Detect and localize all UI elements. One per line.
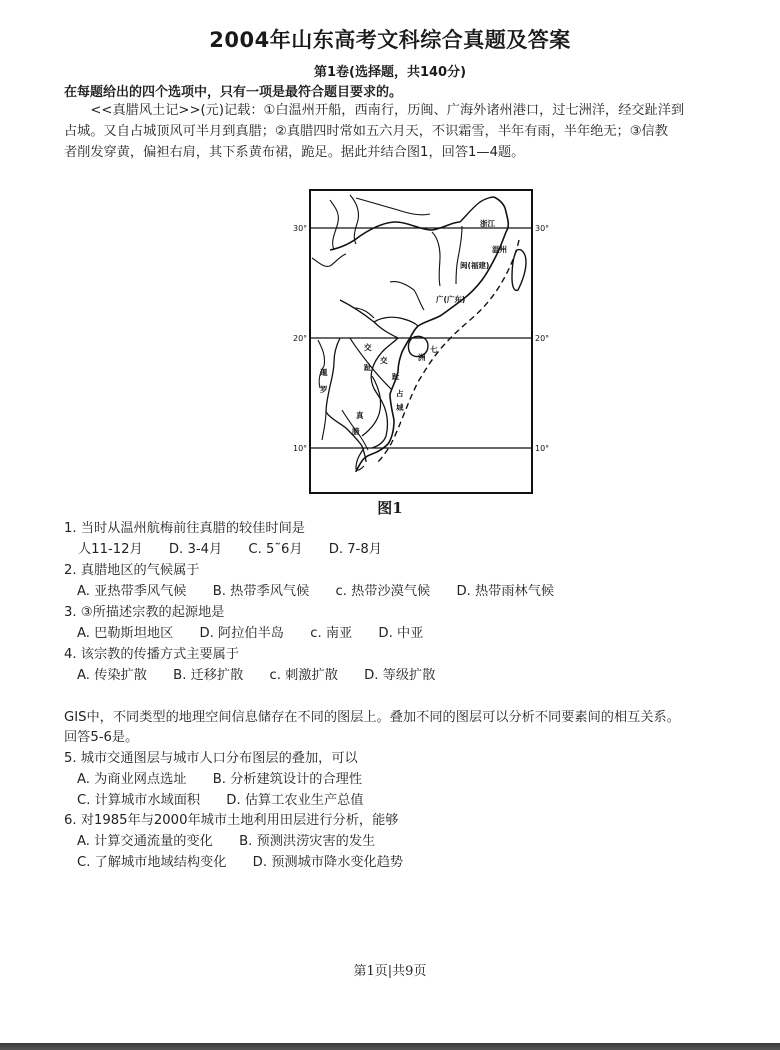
passage-2-line: 回答5-6是。 bbox=[64, 730, 139, 745]
question-6-option-d: D. 预测城市降水变化趋势 bbox=[252, 855, 404, 870]
label-xianluo-2: 罗 bbox=[320, 385, 328, 394]
lat-label-right-20: 20° bbox=[535, 334, 550, 343]
label-zhancheng-2: 城 bbox=[396, 403, 404, 412]
question-4-option-c: c. 刺激扩散 bbox=[269, 668, 338, 683]
question-4-option-a: A. 传染扩散 bbox=[77, 668, 147, 683]
passage-1-line: <<真腊风土记>>(元)记载：①白温州开船，西南行，历闽、广海外诸州港口，过七洲洋，经交趾洋到 bbox=[64, 103, 685, 118]
passage-1 bbox=[64, 100, 724, 163]
label-zhejiang: 浙江 bbox=[480, 219, 495, 228]
question-3-stem: 3. ③所描述宗教的起源地是 bbox=[64, 605, 225, 620]
question-2-stem: 2. 真腊地区的气候属于 bbox=[64, 563, 200, 578]
section-subtitle: 第1卷(选择题，共140分) bbox=[313, 65, 467, 80]
lat-label-right-10: 10° bbox=[535, 444, 550, 453]
figure-caption: 图1 bbox=[377, 499, 403, 517]
question-4-options bbox=[77, 664, 457, 683]
map-svg bbox=[285, 185, 555, 505]
question-6-stem: 6. 对1985年与2000年城市土地利用田层进行分析，能够 bbox=[64, 813, 399, 828]
label-zhenla-1: 真 bbox=[356, 411, 364, 420]
question-2-option-d: D. 热带雨林气候 bbox=[456, 584, 555, 599]
question-1-option-a: 人11-12月 bbox=[78, 542, 143, 557]
question-3-option-c: c. 南亚 bbox=[310, 626, 353, 641]
question-5-options-row-1 bbox=[77, 768, 384, 787]
lat-label-left-10: 10° bbox=[293, 444, 308, 453]
passage-2-line: GIS中，不同类型的地理空间信息储存在不同的图层上。叠加不同的图层可以分析不同要素间的相互关系。 bbox=[64, 710, 680, 725]
question-5-option-b: B. 分析建筑设计的合理性 bbox=[212, 772, 363, 787]
question-4-option-d: D. 等级扩散 bbox=[364, 668, 436, 683]
passage-1-line: 者削发穿黄，偏袒右肩，其下系黄布裙，跪足。据此并结合图1，回答1—4题。 bbox=[64, 145, 525, 160]
question-6-options-row-2 bbox=[77, 851, 425, 870]
label-jiaozhiyang-1: 交 bbox=[380, 356, 388, 365]
instruction-text: 在每题给出的四个选项中，只有一项是最符合题目要求的。 bbox=[64, 85, 403, 100]
label-qizhou-1: 七 bbox=[430, 345, 438, 354]
question-5-stem: 5. 城市交通图层与城市人口分布图层的叠加，可以 bbox=[64, 751, 358, 766]
label-jiaozhi-2: 趾 bbox=[364, 363, 372, 372]
question-6-options-row-1 bbox=[77, 830, 397, 849]
question-3-option-a: A. 巴勒斯坦地区 bbox=[77, 626, 174, 641]
question-1-option-d: D. 7-8月 bbox=[328, 542, 382, 557]
question-1-options bbox=[78, 538, 404, 557]
label-wenzhou: 温州 bbox=[492, 245, 507, 254]
page-indicator: 第1页|共9页 bbox=[353, 964, 427, 979]
figure-1-map bbox=[285, 185, 555, 525]
question-4-stem: 4. 该宗教的传播方式主要属于 bbox=[64, 647, 240, 662]
question-4-option-b: B. 迁移扩散 bbox=[173, 668, 244, 683]
question-3-option-b: D. 阿拉伯半岛 bbox=[199, 626, 284, 641]
label-zhenla-2: 腊 bbox=[352, 427, 360, 436]
passage-1-line: 占城。又自占城顶风可半月到真腊；②真腊四时常如五六月天，不识霜雪，半年有雨，半年绝无；③信教 bbox=[64, 124, 668, 139]
question-3-options bbox=[77, 622, 445, 641]
question-3-option-d: D. 中亚 bbox=[378, 626, 424, 641]
label-zhancheng-1: 占 bbox=[396, 389, 404, 398]
question-5-options-row-2 bbox=[77, 789, 386, 808]
question-6-option-c: C. 了解城市地域结构变化 bbox=[77, 855, 227, 870]
question-5-option-c: C. 计算城市水域面积 bbox=[77, 793, 201, 808]
question-1-option-c: C. 5˜6月 bbox=[248, 542, 303, 557]
question-2-option-c: c. 热带沙漠气候 bbox=[335, 584, 431, 599]
label-xianluo-1: 暹 bbox=[320, 368, 328, 377]
label-guang-guangdong: 广(广东) bbox=[436, 295, 466, 304]
question-2-options bbox=[77, 580, 576, 599]
question-5-option-a: A. 为商业网点选址 bbox=[77, 772, 187, 787]
viewer-bottom-bar bbox=[0, 1043, 780, 1050]
question-6-option-a: A. 计算交通流量的变化 bbox=[77, 834, 213, 849]
question-1-stem: 1. 当时从温州航梅前往真腊的较佳时间是 bbox=[64, 521, 305, 536]
question-1-option-b: D. 3-4月 bbox=[168, 542, 223, 557]
document-title: 2004年山东高考文科综合真题及答案 bbox=[209, 28, 571, 52]
lat-label-right-30: 30° bbox=[535, 224, 550, 233]
label-jiaozhiyang-2: 趾 bbox=[392, 372, 400, 381]
label-jiaozhi-1: 交 bbox=[364, 343, 372, 352]
question-5-option-d: D. 估算工农业生产总值 bbox=[226, 793, 364, 808]
label-qizhou-2: 洲 bbox=[418, 353, 426, 362]
question-2-option-b: B. 热带季风气候 bbox=[212, 584, 310, 599]
lat-label-left-30: 30° bbox=[293, 224, 308, 233]
lat-label-left-20: 20° bbox=[293, 334, 308, 343]
question-6-option-b: B. 预测洪涝灾害的发生 bbox=[239, 834, 376, 849]
question-2-option-a: A. 亚热带季风气候 bbox=[77, 584, 187, 599]
label-min-fujian: 闽(福建) bbox=[460, 261, 490, 270]
